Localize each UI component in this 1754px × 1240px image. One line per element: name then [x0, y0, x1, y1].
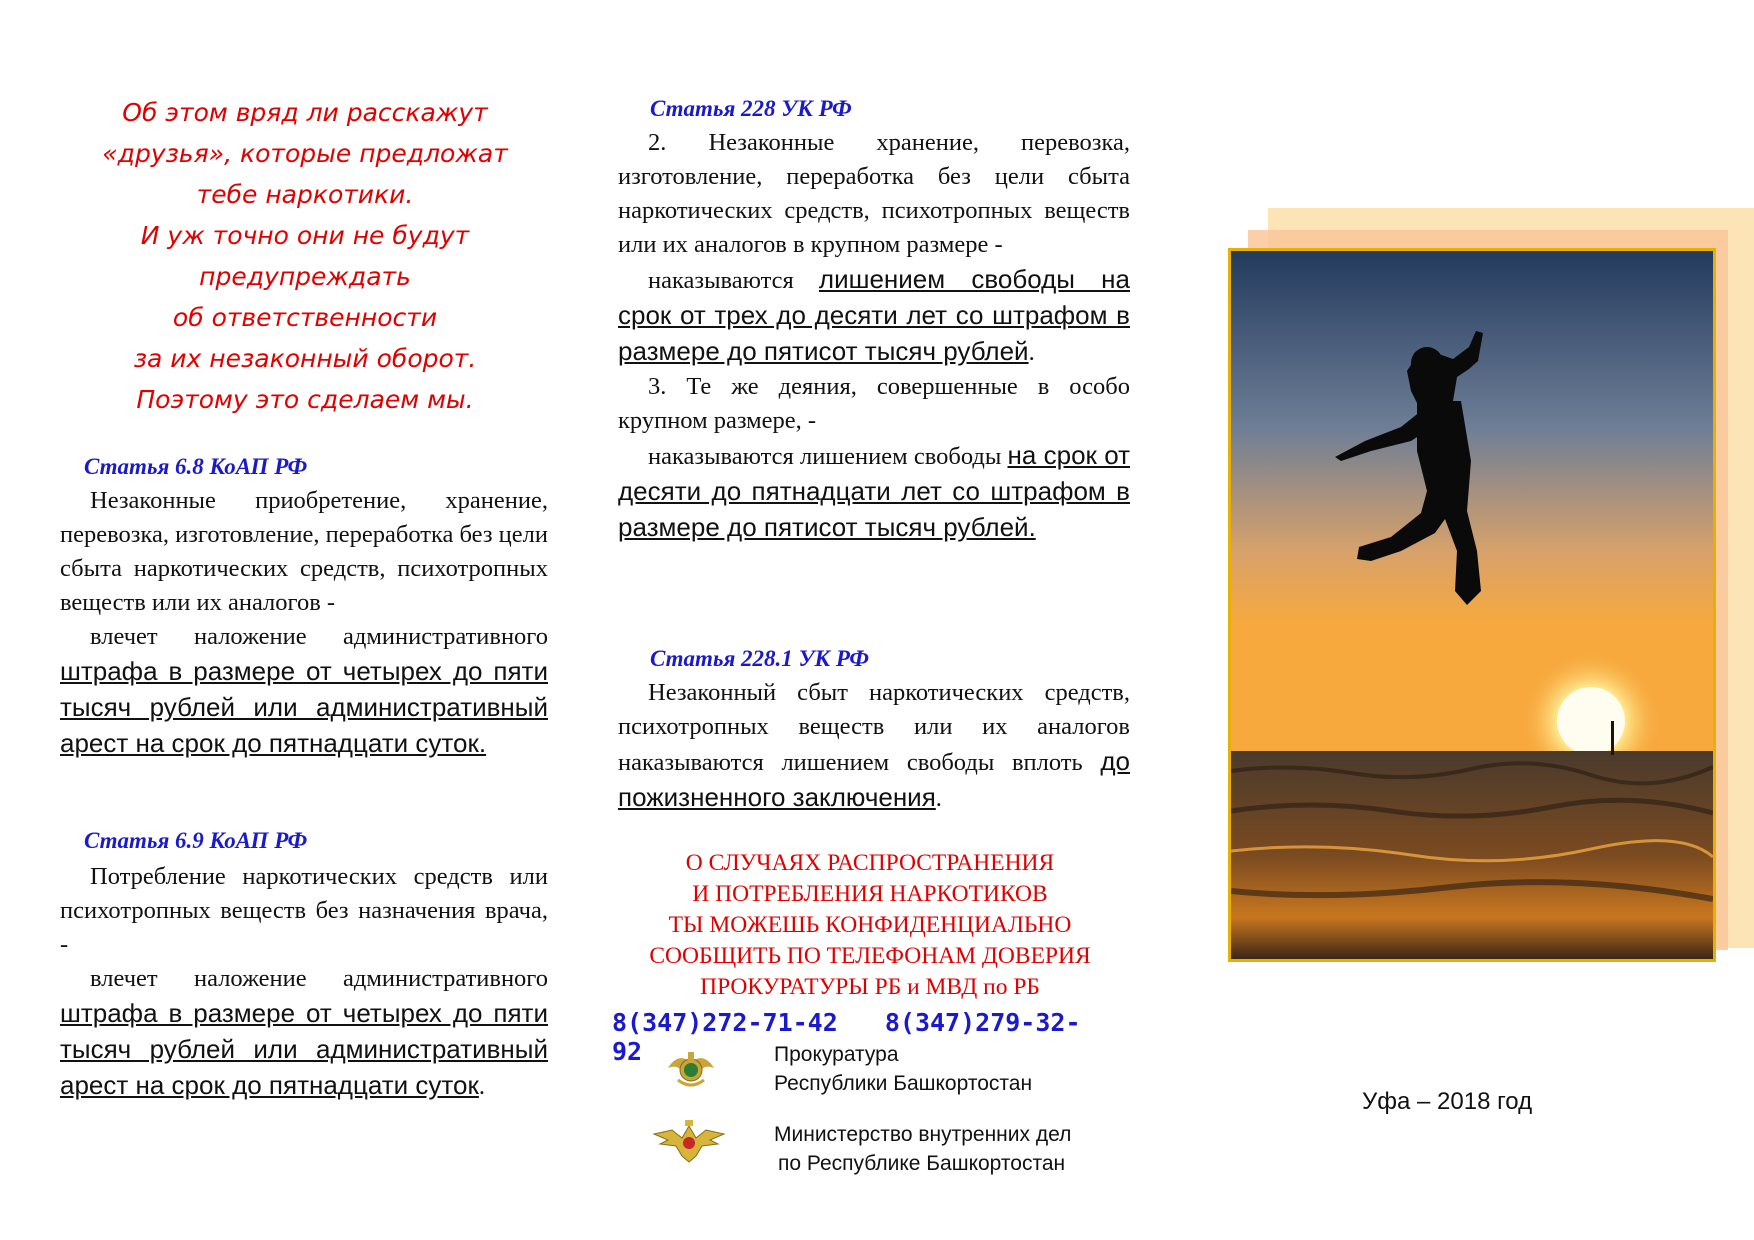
phone-number-police[interactable]: 8(347)279-32-92 — [612, 1008, 1081, 1066]
interior-ministry-eagle-icon — [652, 1116, 726, 1164]
article-6-9-penalty-suffix: . — [478, 1073, 485, 1100]
article-228-1-heading: Статья 228.1 УК РФ — [650, 646, 869, 671]
article-228-p2-penalty-suffix: . — [1028, 339, 1035, 366]
article-228-1-text: Незаконный сбыт наркотических средств, психотропных веществ или их аналогов наказываются лишением свободы вплоть — [618, 679, 1130, 776]
article-228-p3-penalty: на срок от десяти до пятнадцати лет со штрафом в размере до пятисот тысяч рублей. — [618, 440, 1131, 542]
intro-line: Об этом вряд ли расскажут — [122, 98, 488, 127]
intro-line: тебе наркотики. — [196, 180, 414, 209]
article-6-9-penalty: штрафа в размере от четырех до пяти тысяч рублей или административный арест на срок до пятнадцати суток — [60, 998, 548, 1100]
prosecutor-org — [774, 1040, 1032, 1098]
intro-line: за их незаконный оборот. — [133, 344, 477, 373]
article-6-8-penalty-prefix: влечет наложение административного — [90, 623, 548, 650]
city-year: Уфа – 2018 год — [1362, 1088, 1533, 1115]
hotline-message — [600, 848, 1140, 1003]
article-228-p3: 3. Те же деяния, совершенные в особо крупном размере, - — [618, 373, 1130, 434]
hotline-line: ПРОКУРАТУРЫ РБ и МВД по РБ — [700, 974, 1040, 1000]
org-name-line: по Республике Башкортостан — [778, 1152, 1066, 1175]
article-6-8-heading: Статья 6.8 КоАП РФ — [84, 454, 308, 479]
article-228-body — [618, 126, 1130, 546]
intro-line: Поэтому это сделаем мы. — [136, 385, 474, 414]
article-6-9-penalty-prefix: влечет наложение административного — [90, 965, 548, 992]
article-6-9-heading: Статья 6.9 КоАП РФ — [84, 828, 308, 853]
org-name-line: Прокуратура — [774, 1043, 899, 1066]
article-228-p2: 2. Незаконные хранение, перевозка, изготовление, переработка без цели сбыта наркотических средств, психотропных веществ или их аналогов в крупном размере - — [618, 129, 1130, 258]
hotline-line: СООБЩИТЬ ПО ТЕЛЕФОНАМ ДОВЕРИЯ — [649, 943, 1091, 969]
hotline-line: И ПОТРЕБЛЕНИЯ НАРКОТИКОВ — [692, 881, 1048, 907]
prosecutor-emblem-icon — [664, 1046, 718, 1092]
org-name-line: Республики Башкортостан — [774, 1072, 1033, 1095]
intro-line: И уж точно они не будут — [140, 221, 470, 250]
article-228-1-suffix: . — [935, 785, 942, 812]
article-6-8-penalty: штрафа в размере от четырех до пяти тысяч рублей или административный арест на срок до пятнадцати суток. — [60, 656, 548, 758]
intro-message — [40, 92, 570, 420]
article-6-9-body — [60, 860, 548, 1104]
phone-number-prosecutor[interactable]: 8(347)272-71-42 — [612, 1008, 838, 1037]
article-228-1-penalty: до пожизненного заключения — [618, 746, 1130, 812]
article-6-8-body — [60, 484, 548, 762]
cover-photo-jumping-silhouette — [1228, 248, 1716, 962]
article-228-1-body — [618, 676, 1130, 816]
intro-line: «друзья», которые предложат — [102, 139, 508, 168]
article-228-heading: Статья 228 УК РФ — [650, 96, 852, 121]
article-6-8-text: Незаконные приобретение, хранение, перевозка, изготовление, переработка без цели сбыта наркотических средств, психотропных веществ или их аналогов - — [60, 487, 548, 616]
article-228-p3-penalty-prefix: наказываются лишением свободы — [648, 443, 1002, 470]
article-6-9-text: Потребление наркотических средств или психотропных веществ без назначения врача, - — [60, 863, 548, 958]
article-228-p2-penalty-prefix: наказываются — [648, 267, 794, 294]
interior-ministry-org — [774, 1120, 1071, 1178]
org-name-line: Министерство внутренних дел — [774, 1123, 1072, 1146]
article-228-p2-penalty: лишением свободы на срок от трех до десяти лет со штрафом в размере до пятисот тысяч рублей — [618, 264, 1130, 366]
intro-line: предупреждать — [199, 262, 411, 291]
hotline-line: О СЛУЧАЯХ РАСПРОСТРАНЕНИЯ — [685, 850, 1055, 876]
intro-line: об ответственности — [172, 303, 438, 332]
hotline-line: ТЫ МОЖЕШЬ КОНФИДЕНЦИАЛЬНО — [668, 912, 1072, 938]
